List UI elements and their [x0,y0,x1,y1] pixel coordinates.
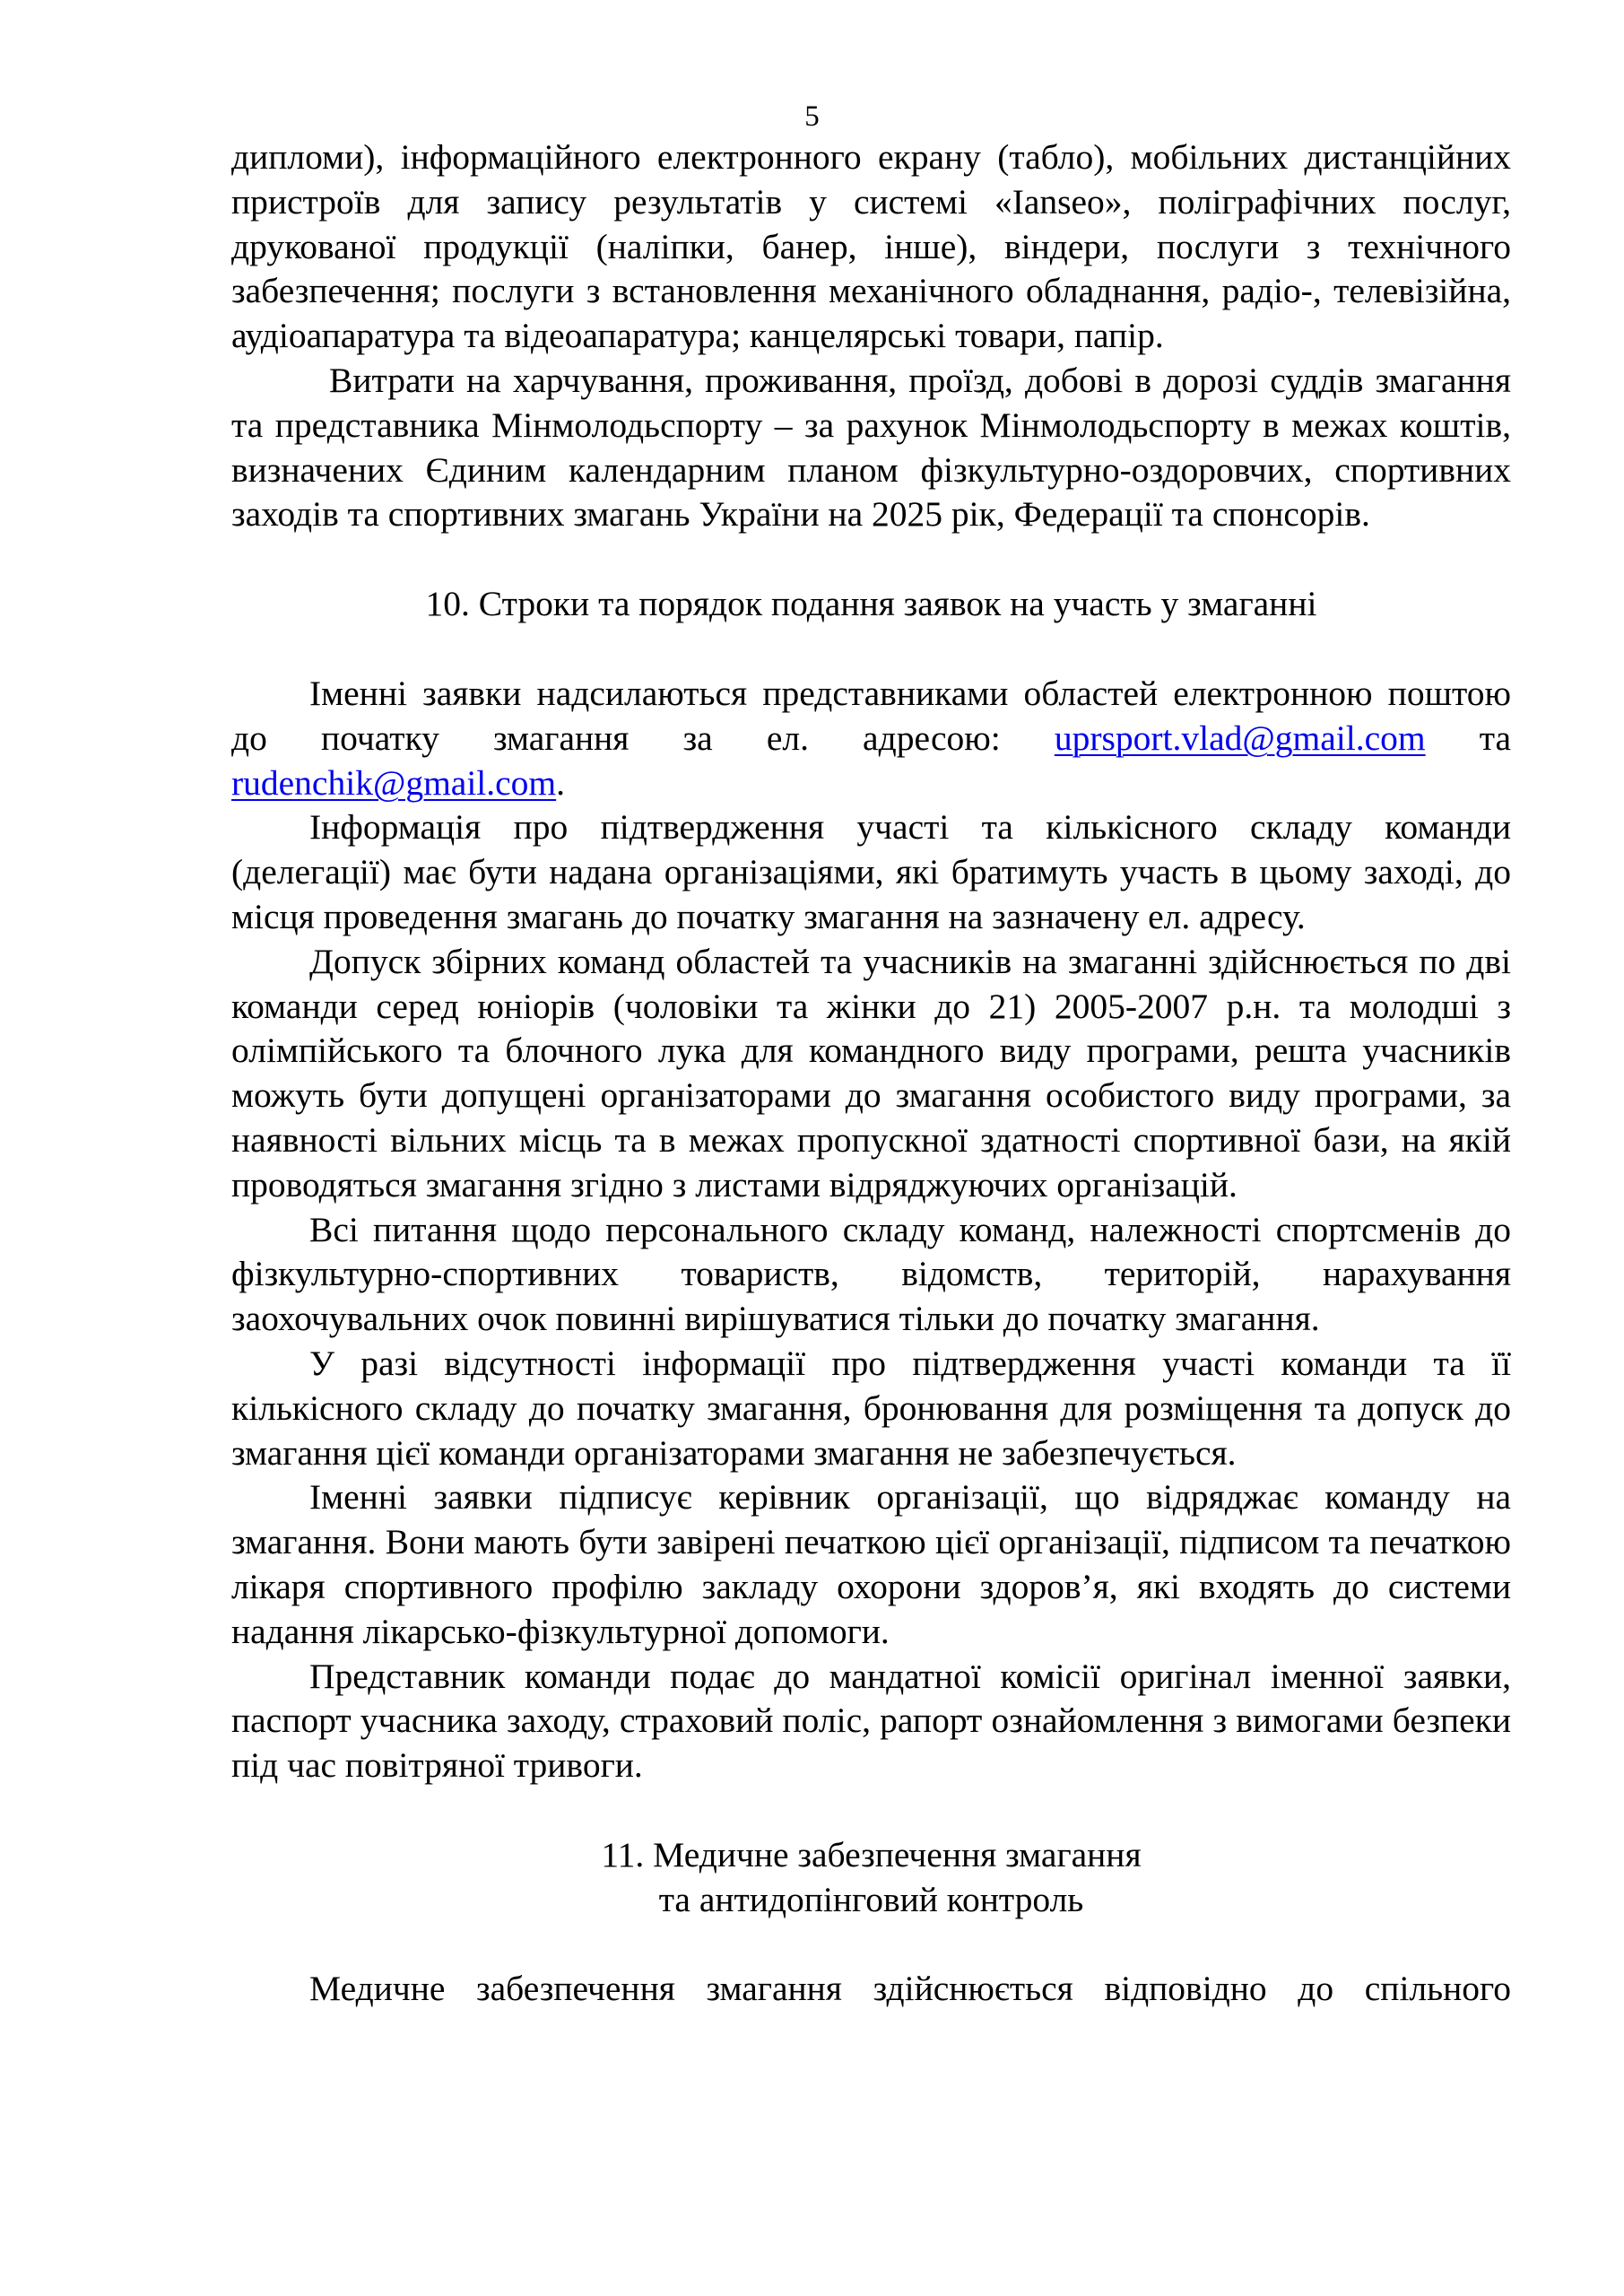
paragraph-applications [231,672,1511,805]
paragraph-admission: Допуск збірних команд областей та учасників на змаганні здійснюється по дві команди серед юніорів (чоловіки та жінки до 21) 2005-2007 р.н. та молодші з олімпійського та блочного лука для командного виду програми, решта учасників можуть бути допущені організаторами до змагання особистого виду програми, за наявності вільних місць та в межах пропускної здатності спортивної бази, на якій проводяться змагання згідно з листами відряджуючих організацій. [231,941,1511,1205]
paragraph-no-information: У разі відсутності інформації про підтвердження участі команди та її кількісного складу до початку змагання, бронювання для розміщення та допуск до змагання цієї команди організаторами змагання не забезпечується. [231,1343,1511,1473]
email-link-uprsport[interactable]: uprsport.vlad@gmail.com [1054,718,1426,758]
paragraph-expenses: Витрати на харчування, проживання, проїзд, добові в дорозі суддів змагання та представника Мінмолодьспорту – за рахунок Мінмолодьспорту в межах коштів, визначених Єдиним календарним планом фізкультурно-оздоровчих, спортивних заходів та спортивних змагань України на 2025 рік, Федерації та спонсорів. [231,360,1511,535]
paragraph-confirmation: Інформація про підтвердження участі та кількісного складу команди (делегації) має бути надана організаціями, які братимуть участь в цьому заході, до місця проведення змагань до початку змагання на зазначену ел. адресу. [231,807,1511,936]
section-10-title: 10. Строки та порядок подання заявок на участь у змаганні [425,584,1317,624]
paragraph-signature: Іменні заявки підписує керівник організації, що відряджає команду на змагання. Вони мають бути завірені печаткою цієї організації, підписом та печаткою лікаря спортивного профілю закладу охорони здоров’я, які входять до системи надання лікарсько-фізкультурної допомоги. [231,1477,1511,1651]
page-number: 5 [804,100,820,133]
paragraph-team-questions: Всі питання щодо персонального складу команд, належності спортсменів до фізкультурно-спортивних товариств, відомств, територій, нарахування заохочувальних очок повинні вирішуватися тільки до початку змагання. [231,1209,1511,1339]
applications-end: . [556,762,566,803]
document-body [231,135,1511,2012]
email-link-rudenchik[interactable]: rudenchik@gmail.com [231,762,557,803]
paragraph-representative: Представник команди подає до мандатної комісії оригінал іменної заявки, паспорт учасника заходу, страховий поліс, рапорт ознайомлення з вимогами безпеки під час повітряної тривоги. [231,1656,1511,1786]
paragraph-equipment-list: дипломи), інформаційного електронного екрану (табло), мобільних дистанційних пристроїв для запису результатів у системі «Ianseo», поліграфічних послуг, друкованої продукції (наліпки, банер, інше), віндери, послуги з технічного забезпечення; послуги з встановлення механічного обладнання, радіо-, телевізійна, аудіоапаратура та відеоапаратура; канцелярські товари, папір. [231,137,1511,356]
applications-conjunction: та [1425,718,1511,758]
section-11-title-line-2: та антидопінговий контроль [658,1879,1084,1919]
paragraph-medical: Медичне забезпечення змагання здійснюється відповідно до спільного [309,1969,1511,2009]
section-11-title-line-1: 11. Медичне забезпечення змагання [601,1834,1142,1874]
applications-text: Іменні заявки надсилаються представниками областей електронною поштою до початку змагання за ел. адресою: [231,673,1511,758]
